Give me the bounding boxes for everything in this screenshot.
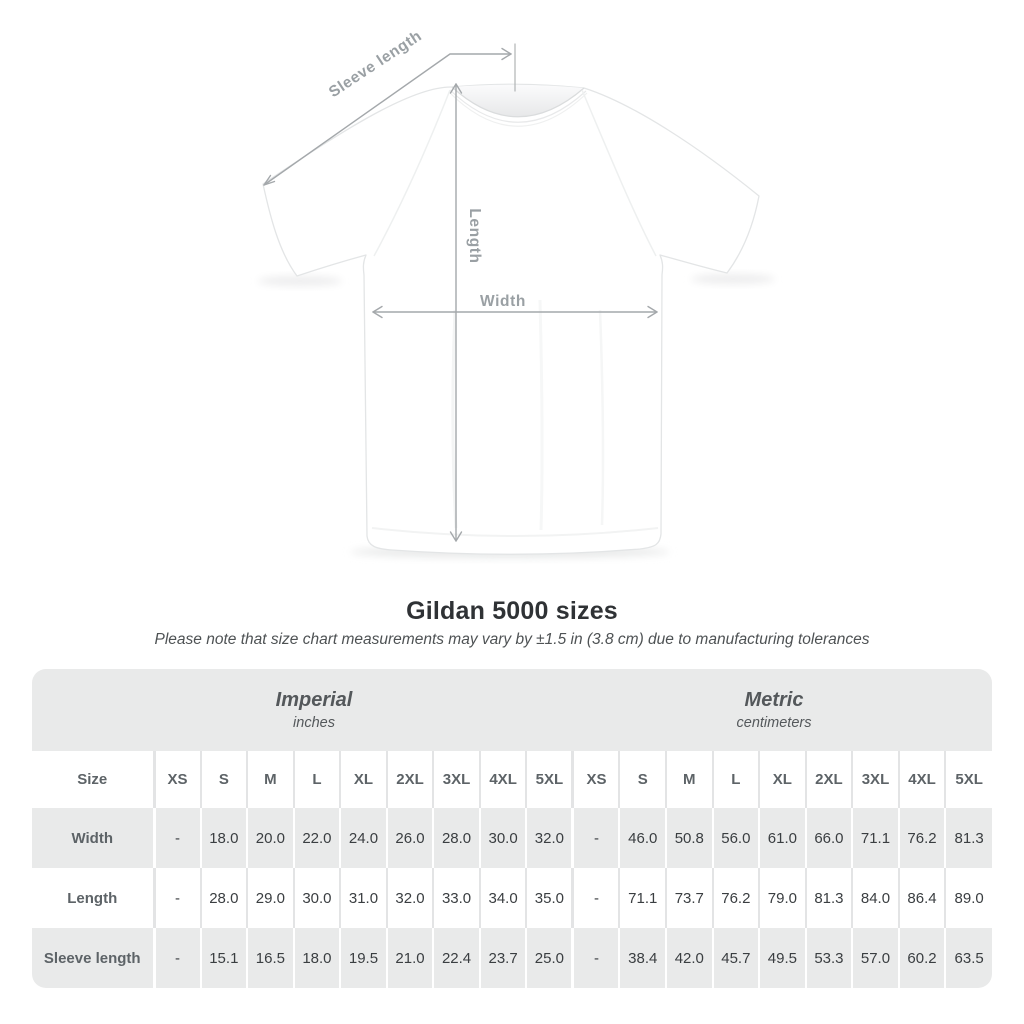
measurement-value-metric: 71.1 [619,868,666,928]
size-column-header-metric: 3XL [852,751,899,808]
size-column-header-imperial: M [247,751,294,808]
measurement-value-imperial: 22.4 [433,928,480,988]
measurement-value-metric: 66.0 [806,808,853,868]
measurement-value-metric: 71.1 [852,808,899,868]
measurement-value-imperial: 26.0 [387,808,434,868]
measurement-value-metric: 60.2 [899,928,946,988]
measurement-value-imperial: 31.0 [340,868,387,928]
size-column-header-imperial: L [294,751,341,808]
measurement-row-label: Length [32,868,154,928]
measurement-row [32,928,992,988]
measurement-value-imperial: 23.7 [480,928,527,988]
measurement-value-imperial: 18.0 [201,808,248,868]
size-column-header-imperial: 3XL [433,751,480,808]
measurement-value-metric: 89.0 [945,868,992,928]
size-column-header-metric: 2XL [806,751,853,808]
measurement-value-imperial: 16.5 [247,928,294,988]
units-header-band [32,669,992,751]
metric-label: Metric [744,689,804,711]
imperial-unit-label: inches [293,715,335,731]
tolerance-note: Please note that size chart measurements may vary by ±1.5 in (3.8 cm) due to manufacturing tolerances [154,631,870,648]
measurement-value-metric: 81.3 [945,808,992,868]
measurement-row-label: Width [32,808,154,868]
measurement-value-imperial: 28.0 [433,808,480,868]
measurement-value-imperial: - [154,808,201,868]
size-header-label: Size [32,751,154,808]
measurement-row [32,808,992,868]
size-column-header-imperial: XS [154,751,201,808]
measurement-value-imperial: 20.0 [247,808,294,868]
size-column-header-imperial: XL [340,751,387,808]
measurement-value-imperial: 24.0 [340,808,387,868]
size-column-header-metric: XS [573,751,620,808]
metric-unit-label: centimeters [736,715,812,731]
measurement-value-imperial: 29.0 [247,868,294,928]
measurement-value-imperial: 30.0 [480,808,527,868]
measurement-value-metric: 76.2 [713,868,760,928]
measurement-value-metric: 63.5 [945,928,992,988]
measurement-value-metric: 46.0 [619,808,666,868]
measurements-table [32,751,992,988]
measurement-value-metric: 45.7 [713,928,760,988]
size-column-header-imperial: S [201,751,248,808]
size-column-header-metric: 5XL [945,751,992,808]
measurement-value-metric: 81.3 [806,868,853,928]
measurement-value-imperial: - [154,928,201,988]
measurement-value-imperial: 18.0 [294,928,341,988]
measurement-value-metric: 79.0 [759,868,806,928]
sleeve-length-label: Sleeve length [325,27,426,102]
size-column-header-metric: L [713,751,760,808]
size-column-header-metric: M [666,751,713,808]
measurement-value-metric: 86.4 [899,868,946,928]
tshirt-body [263,84,759,554]
width-label: Width [480,293,526,310]
measurement-row-label: Sleeve length [32,928,154,988]
size-column-header-metric: 4XL [899,751,946,808]
measurement-value-imperial: - [154,868,201,928]
page-title: Gildan 5000 sizes [406,597,618,625]
length-label: Length [466,208,483,264]
size-column-header-metric: S [619,751,666,808]
measurement-value-imperial: 21.0 [387,928,434,988]
measurement-value-metric: 49.5 [759,928,806,988]
size-header-row [32,751,992,808]
measurement-value-metric: 53.3 [806,928,853,988]
measurement-value-imperial: 30.0 [294,868,341,928]
measurement-value-imperial: 22.0 [294,808,341,868]
measurement-value-imperial: 32.0 [526,808,573,868]
imperial-unit-group [32,669,576,751]
measurement-value-metric: 38.4 [619,928,666,988]
size-column-header-imperial: 2XL [387,751,434,808]
measurement-value-imperial: 15.1 [201,928,248,988]
measurement-row [32,868,992,928]
measurement-value-metric: 50.8 [666,808,713,868]
measurement-value-imperial: 19.5 [340,928,387,988]
measurement-value-imperial: 32.0 [387,868,434,928]
measurement-value-metric: - [573,928,620,988]
measurement-value-metric: 76.2 [899,808,946,868]
measurement-value-imperial: 25.0 [526,928,573,988]
measurement-value-metric: 57.0 [852,928,899,988]
measurement-value-imperial: 35.0 [526,868,573,928]
measurement-value-metric: 61.0 [759,808,806,868]
measurement-value-metric: 73.7 [666,868,713,928]
measurement-value-metric: - [573,868,620,928]
size-column-header-imperial: 5XL [526,751,573,808]
size-column-header-imperial: 4XL [480,751,527,808]
measurement-value-metric: - [573,808,620,868]
metric-unit-group [576,669,992,751]
measurement-value-metric: 84.0 [852,868,899,928]
size-column-header-metric: XL [759,751,806,808]
measurement-value-metric: 56.0 [713,808,760,868]
measurement-value-imperial: 34.0 [480,868,527,928]
measurement-value-metric: 42.0 [666,928,713,988]
imperial-label: Imperial [275,689,353,711]
caption-block [0,596,1024,649]
measurement-value-imperial: 33.0 [433,868,480,928]
measurement-value-imperial: 28.0 [201,868,248,928]
size-chart-table [32,669,992,988]
